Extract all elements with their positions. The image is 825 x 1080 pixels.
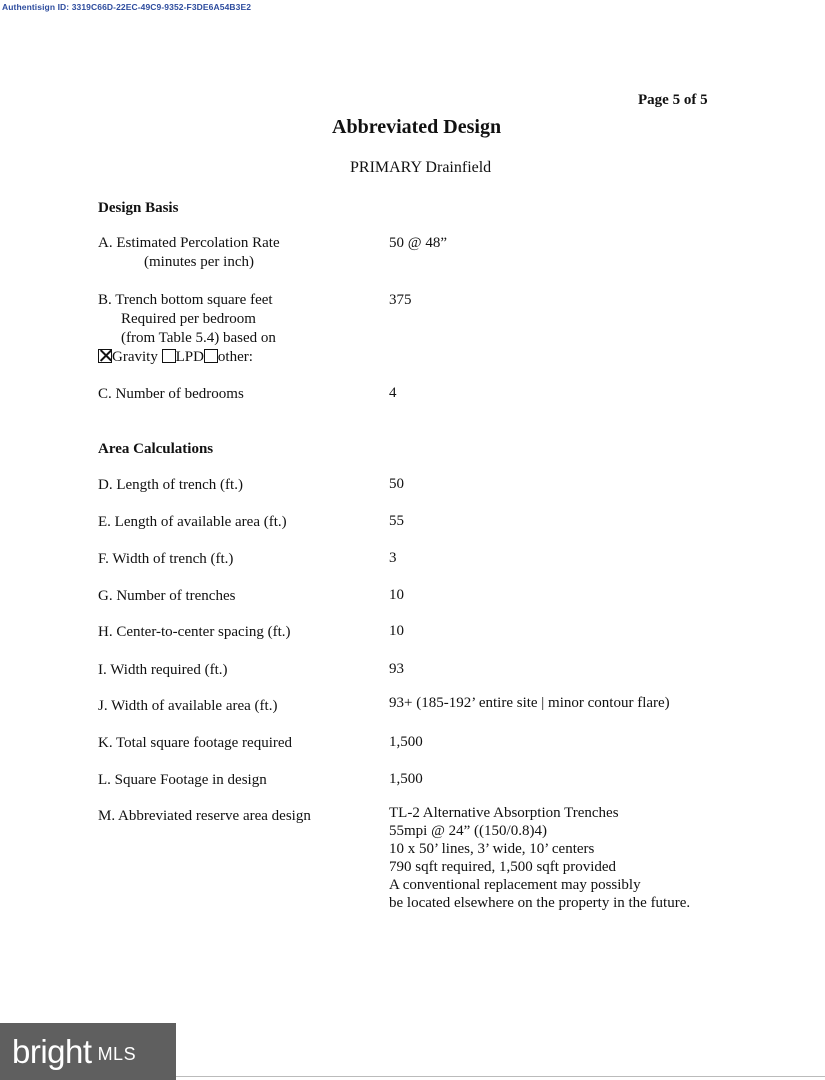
row-a-value: 50 @ 48” — [389, 235, 447, 251]
lpd-label: LPD — [175, 349, 204, 365]
gravity-checkbox[interactable] — [98, 349, 112, 363]
row-i-value: 93 — [389, 661, 404, 677]
row-k-value: 1,500 — [389, 734, 423, 750]
page-number: Page 5 of 5 — [638, 92, 708, 108]
row-f-value: 3 — [389, 550, 397, 566]
m-line: 790 sqft required, 1,500 sqft provided — [389, 859, 617, 875]
row-m-label: M. Abbreviated reserve area design — [98, 808, 311, 824]
row-m-value — [389, 804, 690, 912]
design-basis-heading: Design Basis — [98, 200, 179, 216]
row-e-label: E. Length of available area (ft.) — [98, 514, 287, 530]
m-line: TL-2 Alternative Absorption Trenches — [389, 805, 619, 821]
row-g-value: 10 — [389, 587, 404, 603]
row-i-label: I. Width required (ft.) — [98, 662, 228, 678]
row-h-value: 10 — [389, 623, 404, 639]
gravity-label: Gravity — [112, 349, 158, 365]
row-l-value: 1,500 — [389, 771, 423, 787]
row-j-label: J. Width of available area (ft.) — [98, 698, 278, 714]
other-checkbox[interactable] — [204, 349, 218, 363]
row-d-value: 50 — [389, 476, 404, 492]
bright-mls-logo: bright MLS — [0, 1023, 176, 1080]
lpd-checkbox[interactable] — [162, 349, 176, 363]
row-c-label: C. Number of bedrooms — [98, 386, 244, 402]
page-subtitle: PRIMARY Drainfield — [350, 159, 492, 176]
m-line: 10 x 50’ lines, 3’ wide, 10’ centers — [389, 841, 595, 857]
row-b-label: B. Trench bottom square feet Required per bedroom (from Table 5.4) based on Gravity LPD other: — [98, 292, 276, 365]
m-line: be located elsewhere on the property in the future. — [389, 895, 691, 911]
row-l-label: L. Square Footage in design — [98, 772, 267, 788]
row-f-label: F. Width of trench (ft.) — [98, 551, 234, 567]
area-calculations-heading: Area Calculations — [98, 441, 214, 457]
bottom-rule — [176, 1076, 825, 1077]
authentisign-id: Authentisign ID: 3319C66D-22EC-49C9-9352-F3DE6A54B3E2 — [2, 2, 252, 12]
m-line: 55mpi @ 24” ((150/0.8)4) — [389, 823, 547, 839]
row-j-value: 93+ (185-192’ entire site | minor contour flare) — [389, 695, 670, 711]
row-c-value: 4 — [389, 385, 397, 401]
row-h-label: H. Center-to-center spacing (ft.) — [98, 624, 291, 640]
row-e-value: 55 — [389, 513, 404, 529]
row-k-label: K. Total square footage required — [98, 735, 293, 751]
row-a-label: A. Estimated Percolation Rate (minutes per inch) — [98, 235, 280, 270]
row-g-label: G. Number of trenches — [98, 588, 236, 604]
m-line: A conventional replacement may possibly — [389, 877, 641, 893]
other-label: other: — [217, 349, 253, 365]
row-b-value: 375 — [389, 292, 412, 308]
row-d-label: D. Length of trench (ft.) — [98, 477, 243, 493]
page-title: Abbreviated Design — [332, 116, 502, 138]
